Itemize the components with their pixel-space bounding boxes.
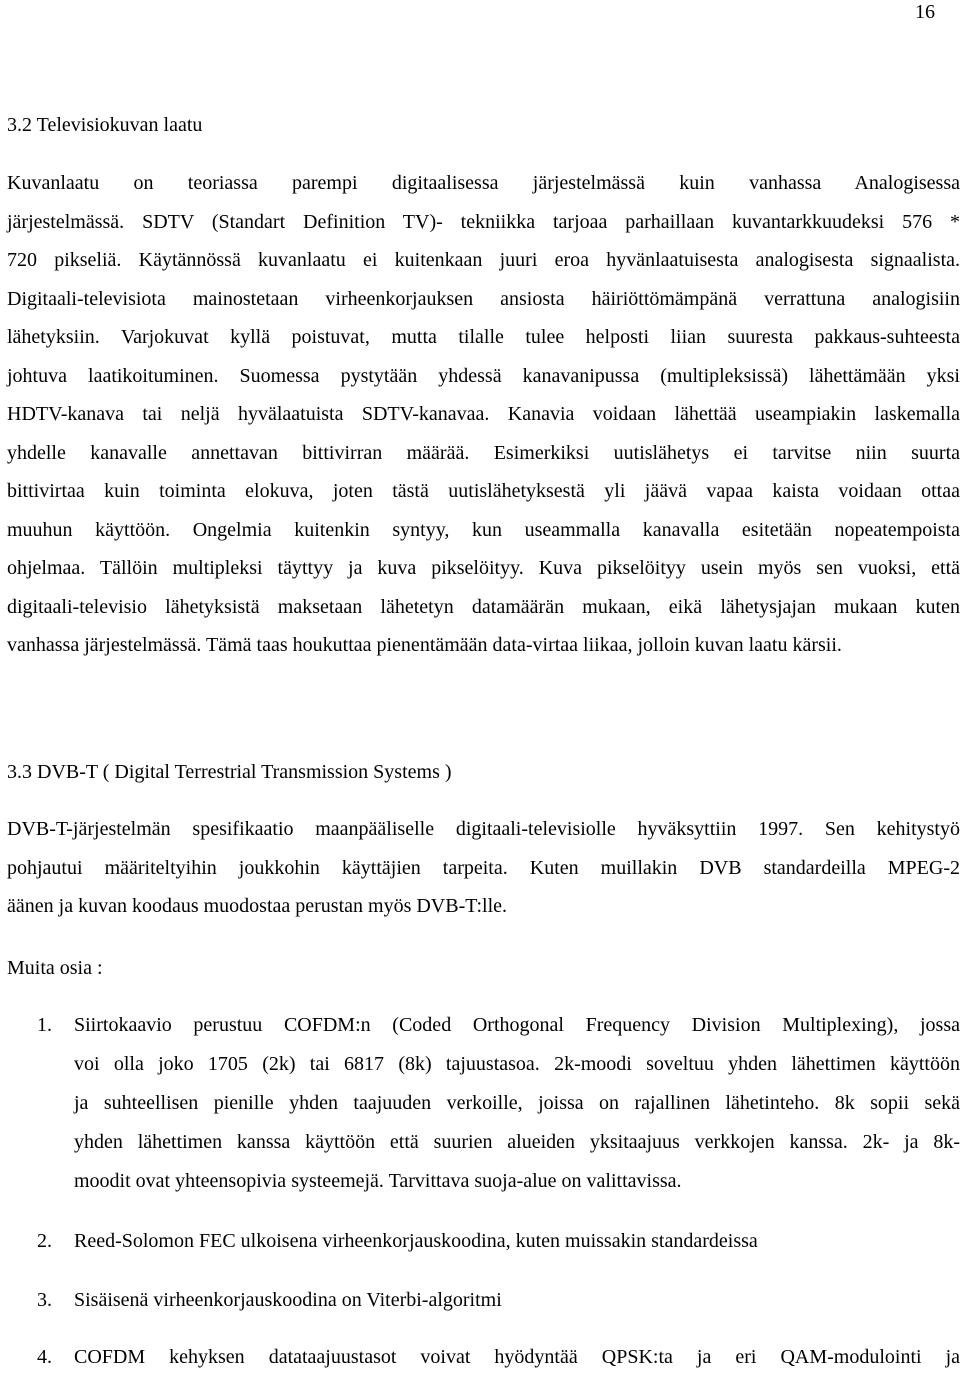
paragraph-line: 720 pikseliä. Käytännössä kuvanlaatu ei kuitenkaan juuri eroa hyvänlaatuisesta analogisesta signaalista.: [7, 249, 960, 271]
list-line: Siirtokaavio perustuu COFDM:n (Coded Orthogonal Frequency Division Multiplexing), jossa: [74, 1014, 960, 1036]
paragraph-line: muuhun käyttöön. Ongelmia kuitenkin syntyy, kun useammalla kanavalla esitetään nopeatempoista: [7, 518, 960, 541]
list-line: yhden lähettimen kanssa käyttöön että suurien alueiden yksitaajuus verkkojen kanssa. 2k- ja 8k-: [74, 1131, 960, 1153]
paragraph-line: digitaali-televisio lähetyksistä maksetaan lähetetyn datamäärän mukaan, eikä lähetysjajan mukaan kuten: [7, 595, 960, 618]
paragraph-line: HDTV-kanava tai neljä hyvälaatuista SDTV-kanavaa. Kanavia voidaan lähettää useampiakin laskemalla: [7, 403, 960, 425]
paragraph-line: järjestelmässä. SDTV (Standart Definition TV)- tekniikka tarjoaa parhaillaan kuvantarkkuudeksi 576 *: [7, 210, 960, 233]
paragraph-line: vanhassa järjestelmässä. Tämä taas houkuttaa pienentämään data-virtaa liikaa, jolloin kuvan laatu kärsii.: [7, 634, 842, 656]
list-line: Sisäisenä virheenkorjauskoodina on Viterbi-algoritmi: [74, 1289, 502, 1311]
section-heading-3-2: 3.2 Televisiokuvan laatu: [7, 114, 203, 136]
list-line: Reed-Solomon FEC ulkoisena virheenkorjauskoodina, kuten muissakin standardeissa: [74, 1230, 758, 1252]
list-line: voi olla joko 1705 (2k) tai 6817 (8k) tajuustasoa. 2k-moodi soveltuu yhden lähettimen käyttöön: [74, 1053, 960, 1075]
list-text: [74, 1281, 960, 1320]
list-line: COFDM kehyksen datataajuustasot voivat hyödyntää QPSK:ta ja eri QAM-modulointi ja: [74, 1346, 960, 1368]
list-line: ja suhteellisen pienille yhden taajuuden verkoille, joissa on rajallinen lähetinteho. 8k sopii sekä: [74, 1092, 960, 1114]
paragraph-line: pohjautui määriteltyihin joukkohin käyttäjien tarpeita. Kuten muillakin DVB standardeilla MPEG-2: [7, 856, 960, 879]
list-number: 1.: [37, 1014, 52, 1036]
list-number: 3.: [37, 1289, 52, 1311]
paragraph-line: yhdelle kanavalle annettavan bittivirran määrää. Esimerkiksi uutislähetys ei tarvitse niin suurta: [7, 441, 960, 464]
list-item: [0, 1281, 960, 1320]
list-number: 2.: [37, 1230, 52, 1252]
list-item: [0, 1222, 960, 1261]
list-text: [74, 1006, 960, 1201]
list-item: [0, 1338, 960, 1372]
other-parts-label: Muita osia :: [7, 957, 103, 979]
list-line: moodit ovat yhteensopivia systeemejä. Tarvittava suoja-alue on valittavissa.: [74, 1170, 682, 1192]
paragraph-line: Kuvanlaatu on teoriassa parempi digitaalisessa järjestelmässä kuin vanhassa Analogisessa: [7, 172, 960, 194]
paragraph-image-quality: [7, 164, 960, 665]
paragraph-line: lähetyksiin. Varjokuvat kyllä poistuvat, mutta tilalle tulee helposti liian suuresta pakkaus-suhteesta: [7, 326, 960, 348]
paragraph-line: Digitaali-televisiota mainostetaan virheenkorjauksen ansiosta häiriöttömämpänä verrattuna analogisiin: [7, 287, 960, 310]
paragraph-line: bittivirtaa kuin toiminta elokuva, joten tästä uutislähetyksestä yli jäävä vapaa kaista voidaan ottaa: [7, 480, 960, 502]
list-text: [74, 1338, 960, 1377]
paragraph-line: äänen ja kuvan koodaus muodostaa perustan myös DVB-T:lle.: [7, 895, 507, 917]
paragraph-line: ohjelmaa. Tällöin multipleksi täyttyy ja kuva pikselöityy. Kuva pikselöityy usein myös sen vuoksi, että: [7, 557, 960, 579]
section-heading-3-3: 3.3 DVB-T ( Digital Terrestrial Transmission Systems ): [7, 761, 452, 783]
list-item: [0, 1006, 960, 1201]
page-number: 16: [915, 1, 935, 23]
paragraph-dvbt: [7, 810, 960, 926]
paragraph-line: DVB-T-järjestelmän spesifikaatio maanpääliselle digitaali-televisiolle hyväksyttiin 1997. Sen kehitystyö: [7, 818, 960, 840]
paragraph-line: johtuva laatikoituminen. Suomessa pystytään yhdessä kanavanipussa (multipleksissä) lähettämään yksi: [7, 364, 960, 387]
list-number: 4.: [37, 1346, 52, 1368]
list-text: [74, 1222, 960, 1261]
